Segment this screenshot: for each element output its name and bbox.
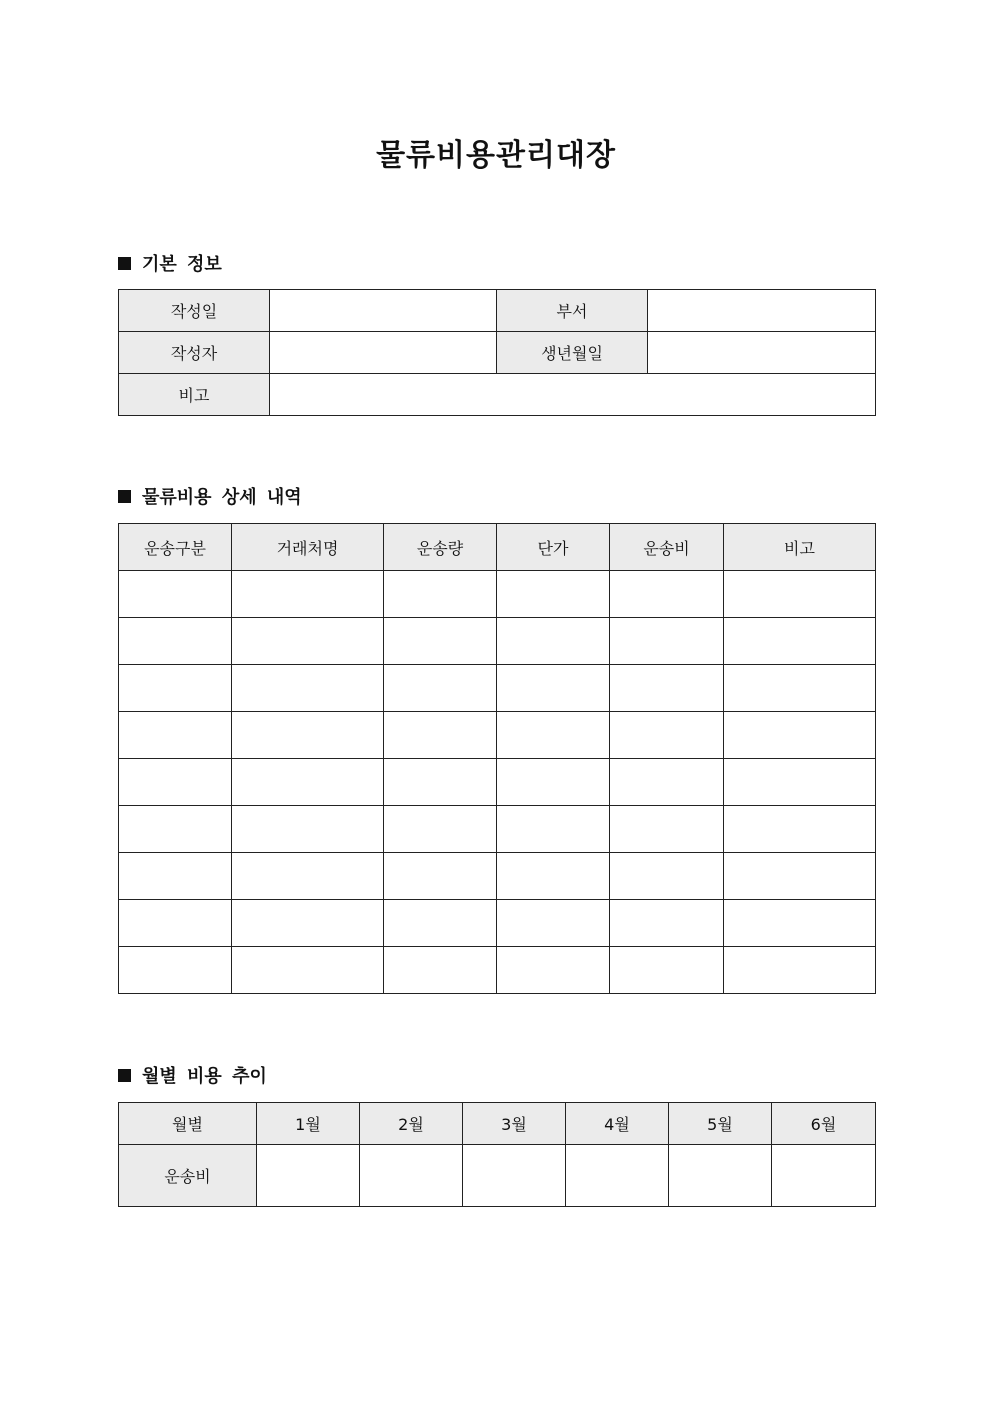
- section-heading-basic-info: [118, 253, 222, 277]
- remarks-field[interactable]: [270, 374, 876, 416]
- header-remarks: 비고: [724, 524, 876, 571]
- cell-client-name[interactable]: [232, 712, 384, 759]
- cell-unit-price[interactable]: [497, 806, 610, 853]
- cell-transport-cost[interactable]: [610, 618, 724, 665]
- birth-date-label: 생년월일: [497, 332, 648, 374]
- cell-transport-cost[interactable]: [610, 759, 724, 806]
- cell-remarks[interactable]: [724, 900, 876, 947]
- cell-client-name[interactable]: [232, 618, 384, 665]
- transport-cost-row-label: 운송비: [119, 1145, 257, 1207]
- cell-client-name[interactable]: [232, 571, 384, 618]
- cell-month-1-cost[interactable]: [257, 1145, 360, 1207]
- cell-month-3-cost[interactable]: [463, 1145, 566, 1207]
- author-date-label: 작성일: [119, 290, 270, 332]
- table-row: [119, 665, 876, 712]
- cell-month-6-cost[interactable]: [772, 1145, 876, 1207]
- monthly-table: [118, 1102, 876, 1207]
- cell-remarks[interactable]: [724, 759, 876, 806]
- section-heading-text: 월별 비용 추이: [142, 1066, 267, 1087]
- table-row: [119, 900, 876, 947]
- section-heading-monthly: [118, 1065, 267, 1089]
- table-header-row: [119, 524, 876, 571]
- cell-unit-price[interactable]: [497, 853, 610, 900]
- table-header-row: [119, 1103, 876, 1145]
- header-month-4: 4월: [566, 1103, 669, 1145]
- cell-remarks[interactable]: [724, 712, 876, 759]
- table-row: [119, 332, 876, 374]
- cell-client-name[interactable]: [232, 665, 384, 712]
- cell-transport-cost[interactable]: [610, 806, 724, 853]
- square-bullet-icon: [118, 490, 131, 503]
- square-bullet-icon: [118, 1069, 131, 1082]
- header-month-6: 6월: [772, 1103, 876, 1145]
- cell-month-2-cost[interactable]: [360, 1145, 463, 1207]
- header-month-1: 1월: [257, 1103, 360, 1145]
- table-row: [119, 806, 876, 853]
- author-label: 작성자: [119, 332, 270, 374]
- cell-transport-cost[interactable]: [610, 947, 724, 994]
- cell-transport-type[interactable]: [119, 947, 232, 994]
- table-row: [119, 759, 876, 806]
- header-client-name: 거래처명: [232, 524, 384, 571]
- cell-client-name[interactable]: [232, 900, 384, 947]
- cell-client-name[interactable]: [232, 853, 384, 900]
- cell-unit-price[interactable]: [497, 947, 610, 994]
- square-bullet-icon: [118, 257, 131, 270]
- department-label: 부서: [497, 290, 648, 332]
- cell-unit-price[interactable]: [497, 571, 610, 618]
- section-heading-detail: [118, 486, 302, 510]
- table-row: [119, 374, 876, 416]
- table-row: [119, 853, 876, 900]
- cell-month-5-cost[interactable]: [669, 1145, 772, 1207]
- header-volume: 운송량: [384, 524, 497, 571]
- cell-volume[interactable]: [384, 853, 497, 900]
- basic-info-table: [118, 289, 876, 416]
- cell-unit-price[interactable]: [497, 712, 610, 759]
- cell-transport-cost[interactable]: [610, 900, 724, 947]
- cell-unit-price[interactable]: [497, 900, 610, 947]
- cell-transport-type[interactable]: [119, 759, 232, 806]
- cell-month-4-cost[interactable]: [566, 1145, 669, 1207]
- section-heading-text: 기본 정보: [142, 254, 222, 275]
- cell-transport-cost[interactable]: [610, 712, 724, 759]
- cell-transport-type[interactable]: [119, 571, 232, 618]
- cell-transport-type[interactable]: [119, 618, 232, 665]
- cell-transport-type[interactable]: [119, 712, 232, 759]
- cell-client-name[interactable]: [232, 947, 384, 994]
- cell-volume[interactable]: [384, 900, 497, 947]
- detail-table: [118, 523, 876, 994]
- cell-transport-type[interactable]: [119, 665, 232, 712]
- cell-volume[interactable]: [384, 618, 497, 665]
- cell-remarks[interactable]: [724, 806, 876, 853]
- cell-transport-type[interactable]: [119, 806, 232, 853]
- cell-transport-cost[interactable]: [610, 665, 724, 712]
- cell-unit-price[interactable]: [497, 759, 610, 806]
- table-row: [119, 571, 876, 618]
- header-month-3: 3월: [463, 1103, 566, 1145]
- table-row: [119, 618, 876, 665]
- cell-client-name[interactable]: [232, 759, 384, 806]
- cell-transport-type[interactable]: [119, 900, 232, 947]
- table-row: [119, 712, 876, 759]
- header-month-2: 2월: [360, 1103, 463, 1145]
- cell-volume[interactable]: [384, 571, 497, 618]
- department-field[interactable]: [648, 290, 876, 332]
- header-transport-cost: 운송비: [610, 524, 724, 571]
- cell-client-name[interactable]: [232, 806, 384, 853]
- table-row: [119, 947, 876, 994]
- header-month-5: 5월: [669, 1103, 772, 1145]
- cell-transport-cost[interactable]: [610, 853, 724, 900]
- cell-remarks[interactable]: [724, 665, 876, 712]
- cell-remarks[interactable]: [724, 947, 876, 994]
- section-heading-text: 물류비용 상세 내역: [142, 487, 302, 508]
- author-field[interactable]: [270, 332, 497, 374]
- cell-volume[interactable]: [384, 759, 497, 806]
- cell-transport-type[interactable]: [119, 853, 232, 900]
- cell-transport-cost[interactable]: [610, 571, 724, 618]
- header-month: 월별: [119, 1103, 257, 1145]
- cell-unit-price[interactable]: [497, 618, 610, 665]
- cell-volume[interactable]: [384, 947, 497, 994]
- cell-volume[interactable]: [384, 665, 497, 712]
- remarks-label: 비고: [119, 374, 270, 416]
- header-unit-price: 단가: [497, 524, 610, 571]
- birth-date-field[interactable]: [648, 332, 876, 374]
- cell-remarks[interactable]: [724, 853, 876, 900]
- table-row: [119, 290, 876, 332]
- cell-remarks[interactable]: [724, 618, 876, 665]
- header-transport-type: 운송구분: [119, 524, 232, 571]
- cell-unit-price[interactable]: [497, 665, 610, 712]
- table-row: [119, 1145, 876, 1207]
- cell-remarks[interactable]: [724, 571, 876, 618]
- cell-volume[interactable]: [384, 806, 497, 853]
- cell-volume[interactable]: [384, 712, 497, 759]
- document-title: 물류비용관리대장: [376, 138, 616, 173]
- author-date-field[interactable]: [270, 290, 497, 332]
